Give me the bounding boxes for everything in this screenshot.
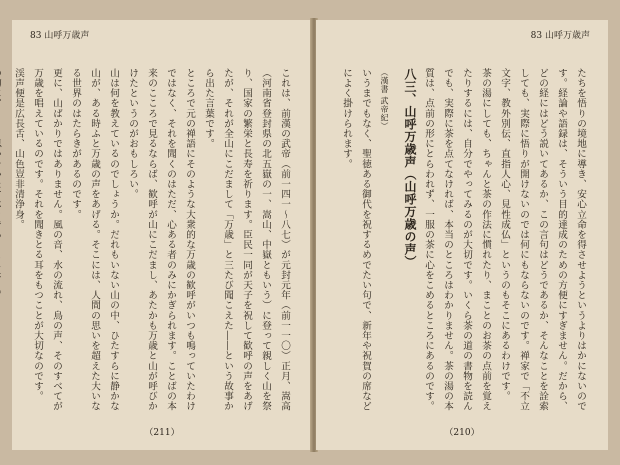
paragraph: 茶の湯にしても、ちゃんと茶の作法に慣れたり、まことのお茶の点前を覚えたりするには、自分でやってみるのが大切です。いくら茶の道の書物を読んでも、実際に茶を点てなければ、本当のところはわかりません。茶の湯の本質は、点前の形にとらわれず、一服の茶に心をこめるところにあるのです。: [423, 68, 491, 412]
page-body: [13, 68, 294, 413]
page-body: [340, 68, 590, 413]
section-heading: 八三、山呼万歳声（山呼万歳の声）: [403, 68, 417, 268]
paragraph: ところで元の禅語にそのような大衆的な万歳の歓呼がいつも鳴っていたわけではなく、それを聞くのはただ、心ある者のみにかぎられます。ことばの本来のこころで見るならば、歓呼が山にこだまし、あたかも万歳と山が呼びかけたというのがおもしろい。: [127, 68, 195, 412]
running-head: 83 山呼万歳声: [530, 31, 590, 41]
paragraph: たちを悟りの境地に導き、安心立命を得させようというよりはかにないのです。経論や語録は、そういう目的達成のための方便にすぎません。だから、どの経にはどう説いてあるか、この言句はどうであるか、そんなことを詮索しても、実際に悟りが開けないのでは何にもならないのです。禅家で「不立文字、教外別伝、直指人心、見性成仏」というのもそこにあるわけです。: [499, 68, 586, 412]
paragraph: いうまでもなく、聖徳ある御代を祝するめでたい句で、新年や祝賀の席などによく掛けられます。: [341, 68, 371, 412]
paragraph: これは、前漢の武帝（前一四一〜八七）が元封元年（前一一〇）正月、嵩高（河南省登封県の北五嶽の一、嵩山、中嶽ともいう）に登って親しく山を祭り、国家の繁栄と長寿を祈ります。臣民一同が天子を祝して歓呼の声をあげたが、それが全山にこだまして「万歳」と三たび聞こえた――という故事から出た言葉です。: [203, 68, 290, 412]
page-number: （210）: [444, 428, 480, 438]
paragraph: 山は何を教えているのでしょうか。だれもいない山の中、ひたすらに静かな山が、ある時ふと万歳の声をあげる。そこには、人間の思いを超えた大いなる世界のはたらきがあるのです。: [70, 68, 119, 412]
paragraph: [0, 68, 5, 413]
paragraph: 更に、山ばかりではありません。風の音、水の流れ、鳥の声、そのすべてが万歳を唱えているのです。それを聞きとる耳をもつことが大切なのです。: [32, 68, 62, 412]
section-source: （漢書 武帝紀）: [380, 68, 389, 131]
page-number: （211）: [144, 428, 180, 438]
left-page: [12, 20, 313, 450]
quoted-verse: 渓声便是広長舌、山色豈非清浄身。: [13, 68, 24, 230]
running-head: 83 山呼万歳声: [30, 31, 90, 41]
right-page: [316, 20, 608, 450]
